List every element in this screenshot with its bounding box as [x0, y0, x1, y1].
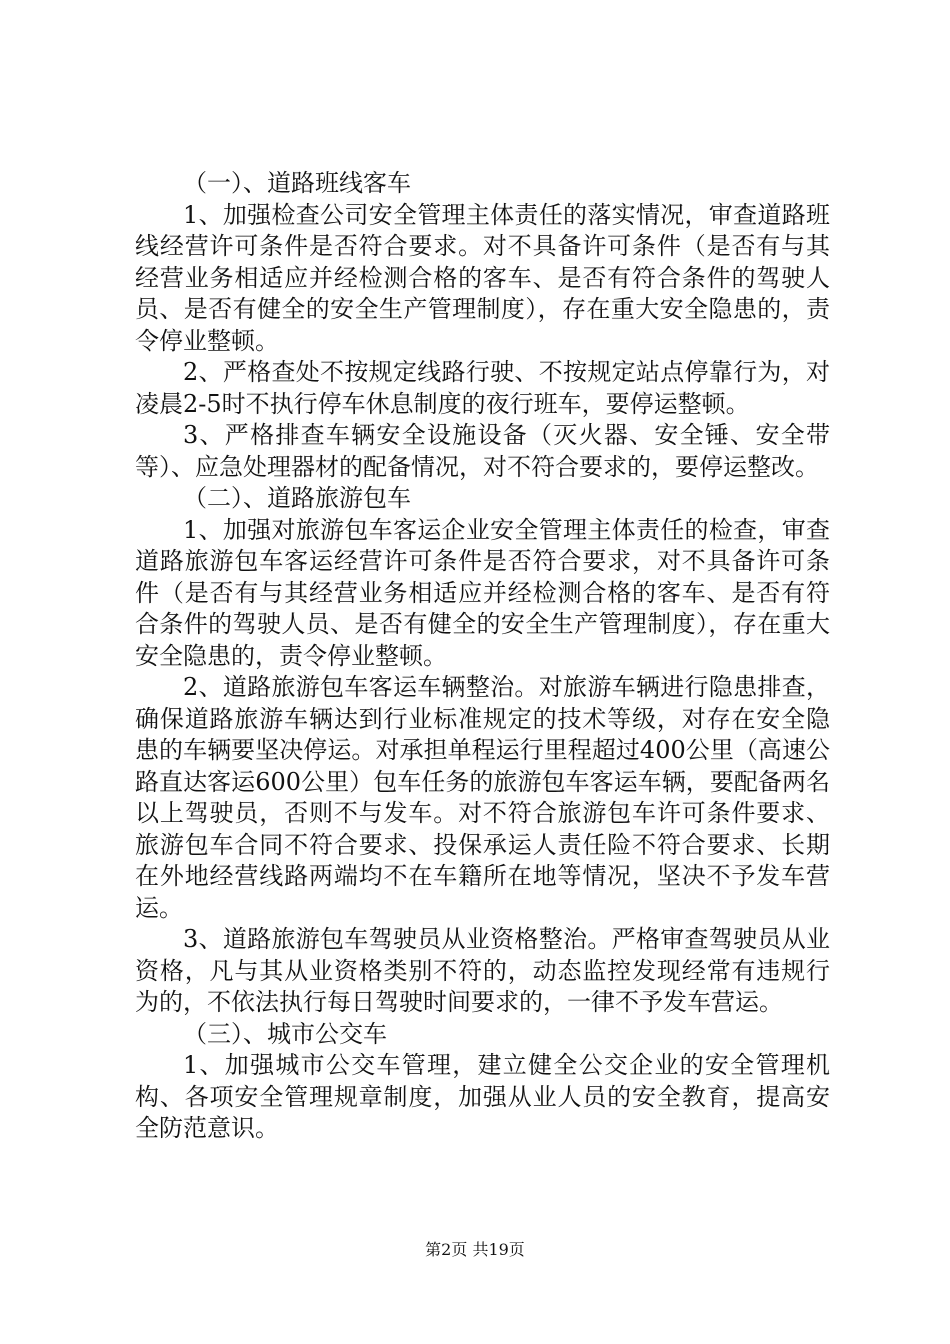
paragraph: 3、严格排查车辆安全设施设备（灭火器、安全锤、安全带等）、应急处理器材的配备情况，对不符合要求的，要停运整改。: [135, 421, 830, 481]
paragraph: 1、加强城市公交车管理，建立健全公交企业的安全管理机构、各项安全管理规章制度，加强从业人员的安全教育，提高安全防范意识。: [135, 1051, 830, 1142]
paragraph: 3、道路旅游包车驾驶员从业资格整治。严格审查驾驶员从业资格，凡与其从业资格类别不符的，动态监控发现经常有违规行为的，不依法执行每日驾驶时间要求的，一律不予发车营运。: [135, 925, 830, 1016]
paragraph: 1、加强检查公司安全管理主体责任的落实情况，审查道路班线经营许可条件是否符合要求。对不具备许可条件（是否有与其经营业务相适应并经检测合格的客车、是否有符合条件的驾驶人员、是否有健全的安全生产管理制度），存在重大安全隐患的，责令停业整顿。: [135, 200, 830, 355]
section-heading: （一）、道路班线客车: [183, 169, 411, 197]
section-heading: （三）、城市公交车: [183, 1019, 387, 1048]
document-body: [135, 168, 830, 1145]
paragraph: 2、道路旅游包车客运车辆整治。对旅游车辆进行隐患排查，确保道路旅游车辆达到行业标准规定的技术等级，对存在安全隐患的车辆要坚决停运。对承担单程运行里程超过400公里（高速公路直达客运600公里）包车任务的旅游包车客运车辆，要配备两名以上驾驶员，否则不与发车。对不符合旅游包车许可条件要求、旅游包车合同不符合要求、投保承运人责任险不符合要求、长期在外地经营线路两端均不在车籍所在地等情况，坚决不予发车营运。: [135, 673, 830, 922]
page-footer: 第2页 共19页: [425, 1240, 525, 1259]
paragraph: 2、严格查处不按规定线路行驶、不按规定站点停靠行为，对凌晨2-5时不执行停车休息制度的夜行班车，要停运整顿。: [135, 358, 830, 418]
section-heading: （二）、道路旅游包车: [183, 484, 411, 512]
paragraph: 1、加强对旅游包车客运企业安全管理主体责任的检查，审查道路旅游包车客运经营许可条件是否符合要求，对不具备许可条件（是否有与其经营业务相适应并经检测合格的客车、是否有符合条件的驾驶人员、是否有健全的安全生产管理制度），存在重大安全隐患的，责令停业整顿。: [135, 515, 830, 670]
